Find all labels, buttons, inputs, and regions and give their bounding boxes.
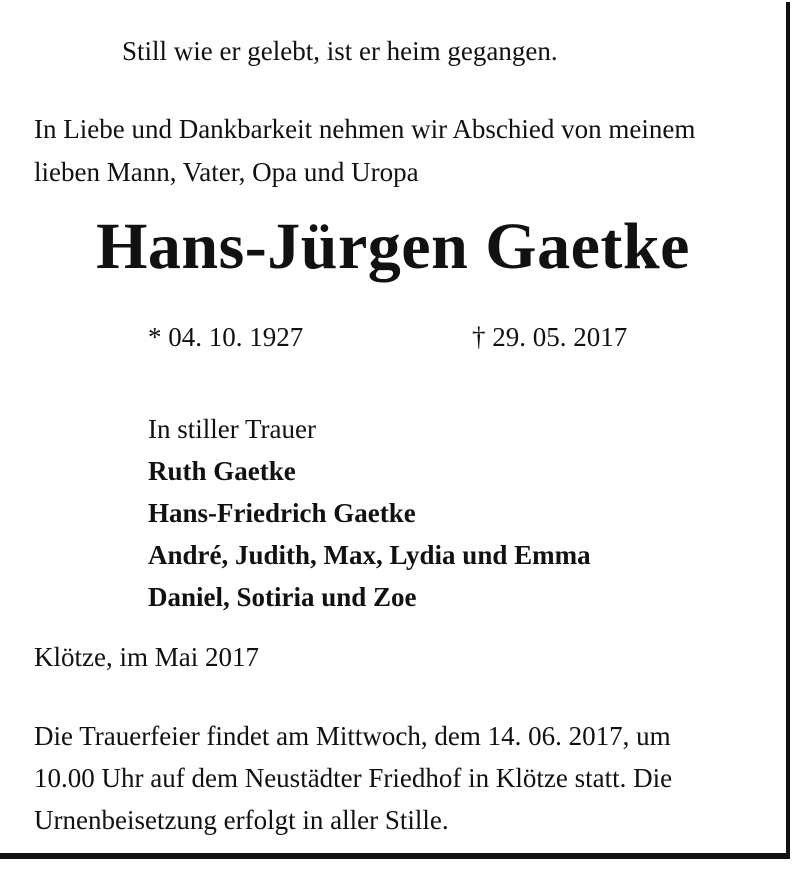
mourners-block: [148, 408, 591, 618]
intro-line-1: In Liebe und Dankbarkeit nehmen wir Abschied von meinem: [34, 114, 696, 144]
deceased-name: Hans-Jürgen Gaetke: [96, 210, 690, 283]
intro-text: [34, 108, 774, 194]
place-date: Klötze, im Mai 2017: [34, 642, 259, 672]
funeral-line-3: Urnenbeisetzung erfolgt in aller Stille.: [34, 805, 449, 835]
funeral-line-1: Die Trauerfeier findet am Mittwoch, dem 14. 06. 2017, um: [34, 721, 671, 751]
funeral-line-2: 10.00 Uhr auf dem Neustädter Friedhof in Klötze statt. Die: [34, 763, 673, 793]
obituary-notice: [0, 2, 790, 859]
mourners-heading: In stiller Trauer: [148, 414, 316, 444]
mourner-name: Ruth Gaetke: [148, 456, 296, 486]
birth-date: * 04. 10. 1927: [148, 322, 304, 352]
motto: Still wie er gelebt, ist er heim gegangen.: [122, 36, 558, 66]
death-date: † 29. 05. 2017: [472, 322, 628, 352]
mourner-name: André, Judith, Max, Lydia und Emma: [148, 540, 591, 570]
funeral-info: [34, 715, 774, 841]
intro-line-2: lieben Mann, Vater, Opa und Uropa: [34, 157, 419, 187]
mourner-name: Daniel, Sotiria und Zoe: [148, 582, 417, 612]
mourner-name: Hans-Friedrich Gaetke: [148, 498, 416, 528]
